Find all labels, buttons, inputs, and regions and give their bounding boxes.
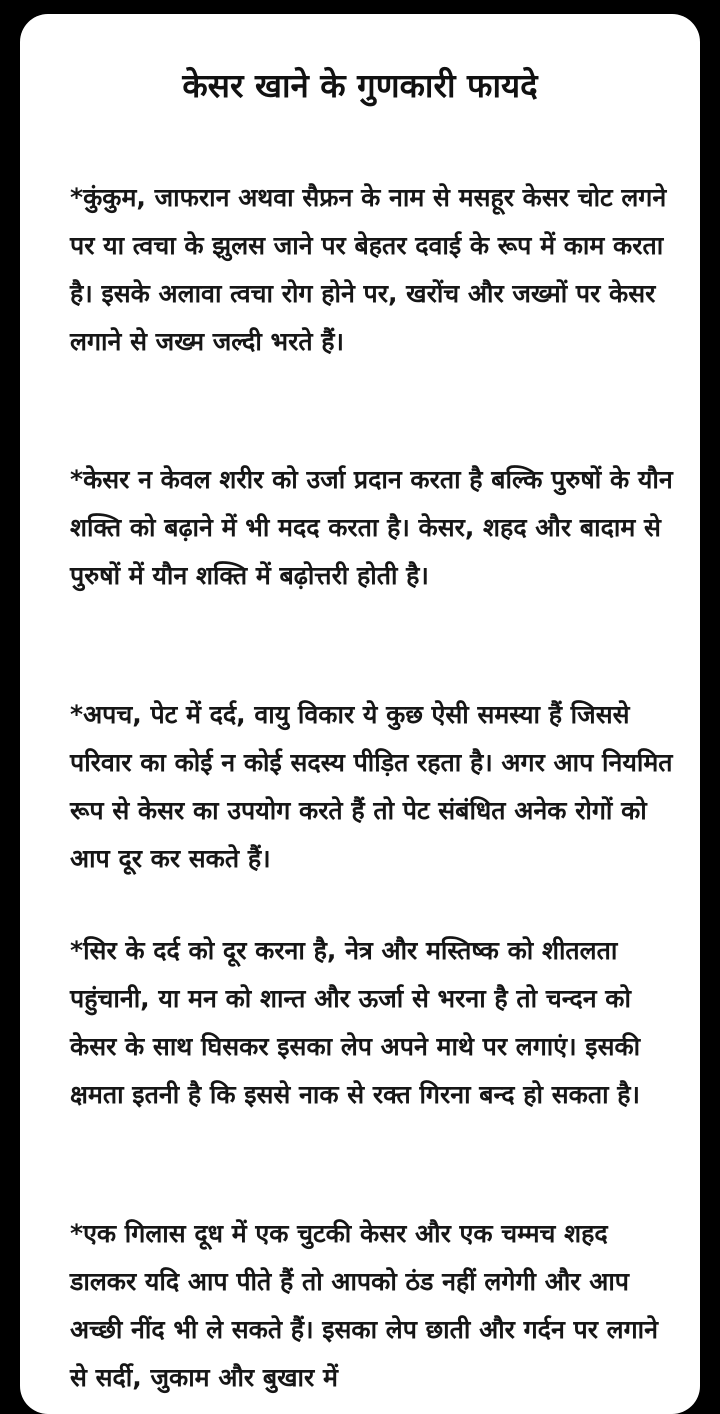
article-paragraph: *एक गिलास दूध में एक चुटकी केसर और एक चम्मच शहद डालकर यदि आप पीते हैं तो आपको ठंड नहीं लगेगी और आप अच्छी नींद भी ले सकते हैं। इसका लेप छाती और गर्दन पर लगाने से सर्दी, जुकाम और बुखार में xyxy=(70,1219,659,1392)
article-title: केसर खाने के गुणकारी फायदे xyxy=(182,66,538,105)
article-paragraph: *सिर के दर्द को दूर करना है, नेत्र और मस्तिष्क को शीतलता पहुंचानी, या मन को शान्त और ऊर्जा से भरना है तो चन्दन को केसर के साथ घिसकर इसका लेप अपने माथे पर लगाएं। इसकी क्षमता इतनी है कि इससे नाक से रक्त गिरना बन्द हो सकता है। xyxy=(70,936,641,1109)
article-paragraph: *कुंकुम, जाफरान अथवा सैफ्रन के नाम से मसहूर केसर चोट लगने पर या त्वचा के झुलस जाने पर बेहतर दवाई के रूप में काम करता है। इसके अलावा त्वचा रोग होने पर, खरोंच और जख्मों पर केसर लगाने से जख्म जल्दी भरते हैं। xyxy=(70,183,667,356)
article-paragraph: *केसर न केवल शरीर को उर्जा प्रदान करता है बल्कि पुरुषों के यौन शक्ति को बढ़ाने में भी मदद करता है। केसर, शहद और बादाम से पुरुषों में यौन शक्ति में बढ़ोत्तरी होती है। xyxy=(70,465,673,590)
article-card xyxy=(20,14,700,1414)
article-paragraph: *अपच, पेट में दर्द, वायु विकार ये कुछ ऐसी समस्या हैं जिससे परिवार का कोई न कोई सदस्य पीड़ित रहता है। अगर आप नियमित रूप से केसर का उपयोग करते हैं तो पेट संबंधित अनेक रोगों को आप दूर कर सकते हैं। xyxy=(70,700,673,873)
